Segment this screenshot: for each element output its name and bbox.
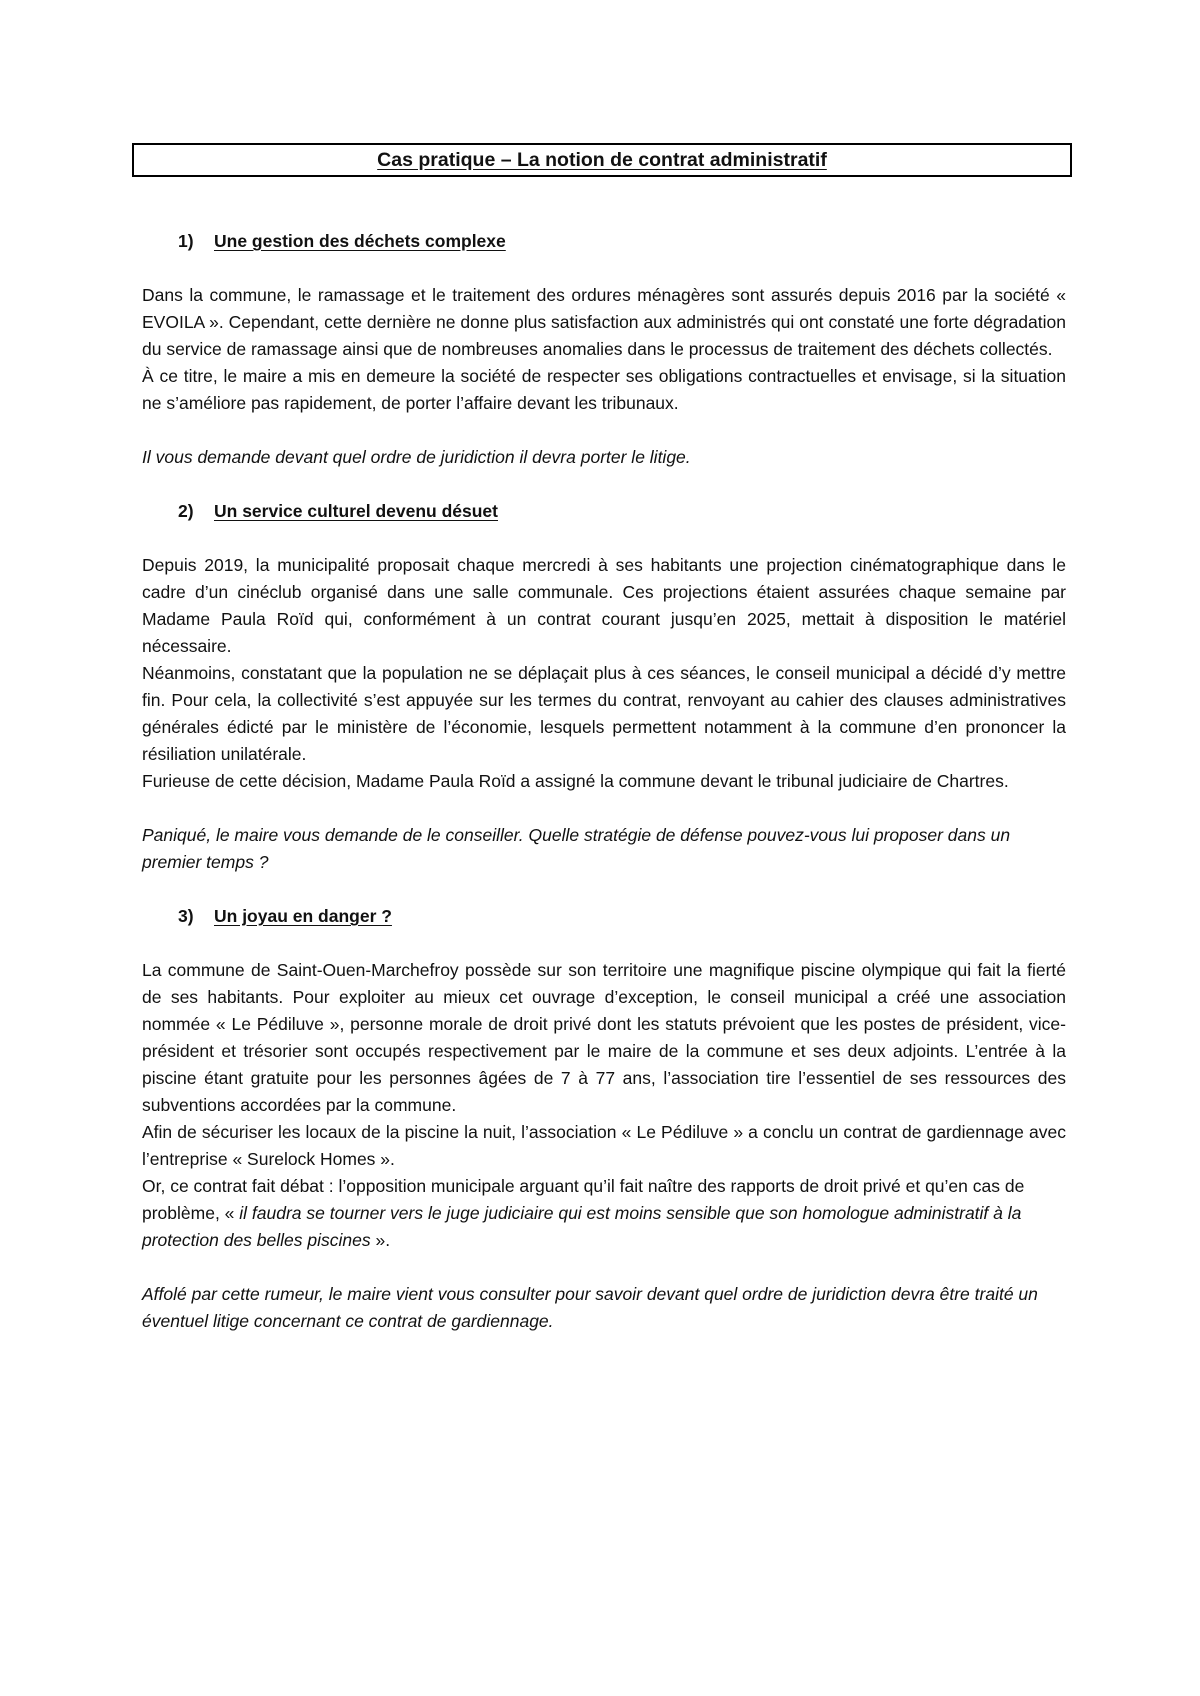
spacer [142,1254,1066,1281]
quote-text: il faudra se tourner vers le juge judiciaire qui est moins sensible que son homologue administratif à la protection des belles piscines [142,1203,1022,1250]
section-number: 1) [178,231,194,251]
paragraph-with-quote [142,1173,1066,1254]
document-title: Cas pratique – La notion de contrat administratif [377,148,827,171]
case-question: Il vous demande devant quel ordre de juridiction il devra porter le litige. [142,447,691,467]
spacer [142,795,1066,822]
case-question: Affolé par cette rumeur, le maire vient vous consulter pour savoir devant quel ordre de juridiction devra être traité un éventuel litige concernant ce contrat de gardiennage. [142,1284,1038,1331]
paragraph: Dans la commune, le ramassage et le traitement des ordures ménagères sont assurés depuis 2016 par la société « EVOILA ». Cependant, cette dernière ne donne plus satisfaction aux administrés qui ont constaté une forte dégradation du service de ramassage ainsi que de nombreuses anomalies dans le processus de traitement des déchets collectés. [142,285,1066,359]
spacer [142,471,1066,498]
spacer [142,417,1066,444]
section-title: Un service culturel devenu désuet [214,501,498,521]
section-heading-2 [142,498,1066,525]
section-number: 2) [178,501,194,521]
section-title: Une gestion des déchets complexe [214,231,506,251]
paragraph: Depuis 2019, la municipalité proposait chaque mercredi à ses habitants une projection cinématographique dans le cadre d’un cinéclub organisé dans une salle communale. Ces projections étaient assurées chaque semaine par Madame Paula Roïd qui, conformément à un contrat courant jusqu’en 2025, mettait à disposition le matériel nécessaire. [142,555,1066,656]
quote-tail: ». [370,1230,391,1250]
section-number: 3) [178,906,194,926]
case-question: Paniqué, le maire vous demande de le conseiller. Quelle stratégie de défense pouvez-vous lui proposer dans un premier temps ? [142,825,1011,872]
spacer [142,876,1066,903]
document-body [142,228,1066,1335]
paragraph: Néanmoins, constatant que la population ne se déplaçait plus à ces séances, le conseil municipal a décidé d’y mettre fin. Pour cela, la collectivité s’est appuyée sur les termes du contrat, renvoyant au cahier des clauses administratives générales édicté par le ministère de l’économie, lesquels permettent notamment à la commune d’en prononcer la résiliation unilatérale. [142,663,1066,764]
paragraph: Furieuse de cette décision, Madame Paula Roïd a assigné la commune devant le tribunal judiciaire de Chartres. [142,771,1009,791]
title-box [132,143,1072,177]
paragraph: Afin de sécuriser les locaux de la piscine la nuit, l’association « Le Pédiluve » a conclu un contrat de gardiennage avec l’entreprise « Surelock Homes ». [142,1122,1066,1169]
quote-lead: Or, ce contrat fait débat : l’opposition municipale arguant qu’il fait naître des rapports de droit privé et qu’en cas de problème, « [142,1176,1025,1223]
section-title: Un joyau en danger ? [214,906,392,926]
section-heading-3 [142,903,1066,930]
section-heading-1 [142,228,1066,255]
paragraph: À ce titre, le maire a mis en demeure la société de respecter ses obligations contractuelles et envisage, si la situation ne s’améliore pas rapidement, de porter l’affaire devant les tribunaux. [142,366,1066,413]
paragraph: La commune de Saint-Ouen-Marchefroy possède sur son territoire une magnifique piscine olympique qui fait la fierté de ses habitants. Pour exploiter au mieux cet ouvrage d’exception, le conseil municipal a créé une association nommée « Le Pédiluve », personne morale de droit privé dont les statuts prévoient que les postes de président, vice-président et trésorier sont occupés respectivement par le maire de la commune et ses deux adjoints. L’entrée à la piscine étant gratuite pour les personnes âgées de 7 à 77 ans, l’association tire l’essentiel de ses ressources des subventions accordées par la commune. [142,960,1066,1115]
